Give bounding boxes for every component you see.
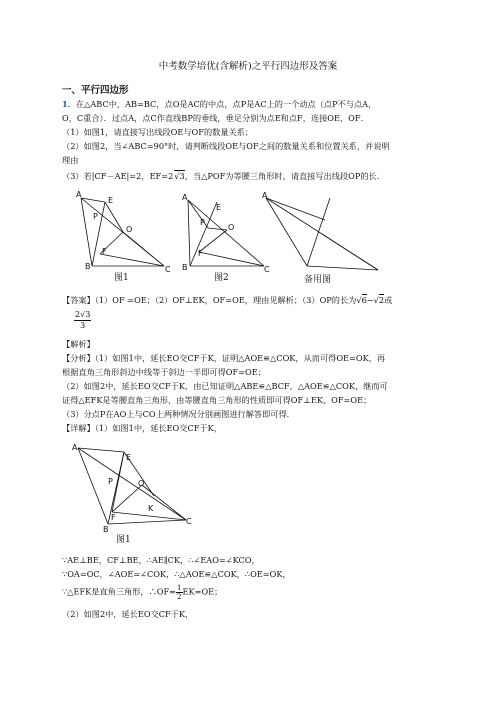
analysis-line-2: 根据直角三角形斜边中线等于斜边一半即可得OF=OE；: [62, 367, 266, 377]
answer-fraction: $\frac{2√3}{3}$: [75, 310, 91, 330]
sqrt-6: 6: [361, 295, 367, 305]
label-F: F: [102, 247, 107, 256]
label-O: O: [138, 479, 145, 488]
label-P: P: [200, 218, 205, 227]
section-heading: 一、平行四边形: [62, 85, 129, 96]
analysis-line-1: 【分析】（1）如图1中，延长EO交CF于K，证明△AOE≌△COK，从而可得OE=OK，再: [62, 353, 386, 363]
minus: −: [366, 295, 374, 305]
label-C: C: [165, 265, 171, 274]
proof-line-3: ∵△EFK是直角三角形，∴OF= $\frac{1}{2}$ EK=OE；: [62, 584, 223, 601]
question-part-3: （3）若|CF－AE|=2，EF=2√3，当△POF为等腰三角形时，请直接写出线段OP的长．: [62, 171, 385, 181]
analysis-line-3: （2）如图2中，延长EO交CF于K，由已知证明△ABE≌△BCF，△AOE≌△COK，继而可: [62, 381, 388, 391]
label-A: A: [262, 191, 268, 200]
proof-line-4: （2）如图2中，延长EO交CF于K，: [62, 609, 194, 619]
question-part-1: （1）如图1，请直接写出线段OE与OF的数量关系；: [62, 127, 254, 137]
label-B: B: [103, 525, 109, 534]
label-F: F: [198, 249, 203, 258]
detail-line-1: 【详解】（1）如图1中，延长EO交CF于K，: [62, 423, 222, 433]
label-O: O: [126, 225, 133, 234]
caption-figure-1-detail: 图1: [116, 535, 131, 545]
question-line-1: 1．在△ABC中，AB=BC，点O是AC的中点，点P是AC上的一个动点（点P不与点A，: [62, 99, 377, 109]
figure-2: [180, 190, 275, 283]
label-B: B: [182, 263, 188, 272]
label-C: C: [186, 517, 192, 526]
sqrt-3: 3: [179, 171, 185, 181]
figure-1-detail: [72, 438, 204, 535]
analysis-line-4: 证得△EFK是等腰直角三角形，由等腰直角三角形的性质即可得OF⊥EK，OF=OE；: [62, 395, 372, 405]
figure-1: [76, 190, 176, 283]
label-F: F: [111, 513, 116, 522]
label-A: A: [76, 190, 82, 199]
proof-line-1: ∵AE⊥BE，CF⊥BE，∴AE∥CK，∴∠EAO=∠KCO，: [62, 555, 260, 565]
caption-figure-spare: 备用图: [304, 275, 332, 285]
label-A: A: [182, 193, 188, 202]
question-line-2: O，C重合）．过点A，点C作直线BP的垂线，垂足分别为点E和点F，连接OE，OF．: [62, 113, 369, 123]
label-E: E: [126, 453, 132, 462]
page-title: 中考数学培优(含解析)之平行四边形及答案: [158, 61, 338, 72]
label-E: E: [216, 203, 222, 212]
label-B: B: [85, 262, 91, 271]
question-part-2: （2）如图2，当∠ABC=90°时，请判断线段OE与OF之间的数量关系和位置关系，并说明: [62, 141, 390, 151]
label-P: P: [93, 212, 98, 221]
answer-line: 【答案】（1）OF =OE；（2）OF⊥EK，OF=OE，理由见解析；（3）OP的长为√6−√2或: [62, 295, 393, 305]
proof-line-2: ∵OA=OC，∠AOE=∠COK，∴△AOE≌△COK，∴OE=OK，: [62, 569, 291, 579]
question-number: 1．: [62, 99, 76, 109]
label-P: P: [108, 477, 113, 486]
figure-spare: [262, 190, 384, 283]
analysis-line-5: （3）分点P在AO上与CO上两种情况分别画图进行解答即可得．: [62, 409, 295, 419]
label-A: A: [72, 443, 78, 452]
sqrt-2: 2: [378, 295, 385, 305]
label-E: E: [108, 196, 114, 205]
or-text: 或: [384, 295, 393, 305]
label-K: K: [148, 504, 154, 513]
question-part-2-cont: 理由: [62, 155, 79, 165]
label-O: O: [228, 223, 235, 232]
label-C: C: [264, 265, 270, 274]
caption-figure-2: 图2: [214, 273, 229, 283]
jiexi-heading: 【解析】: [62, 339, 95, 349]
caption-figure-1: 图1: [114, 273, 129, 283]
